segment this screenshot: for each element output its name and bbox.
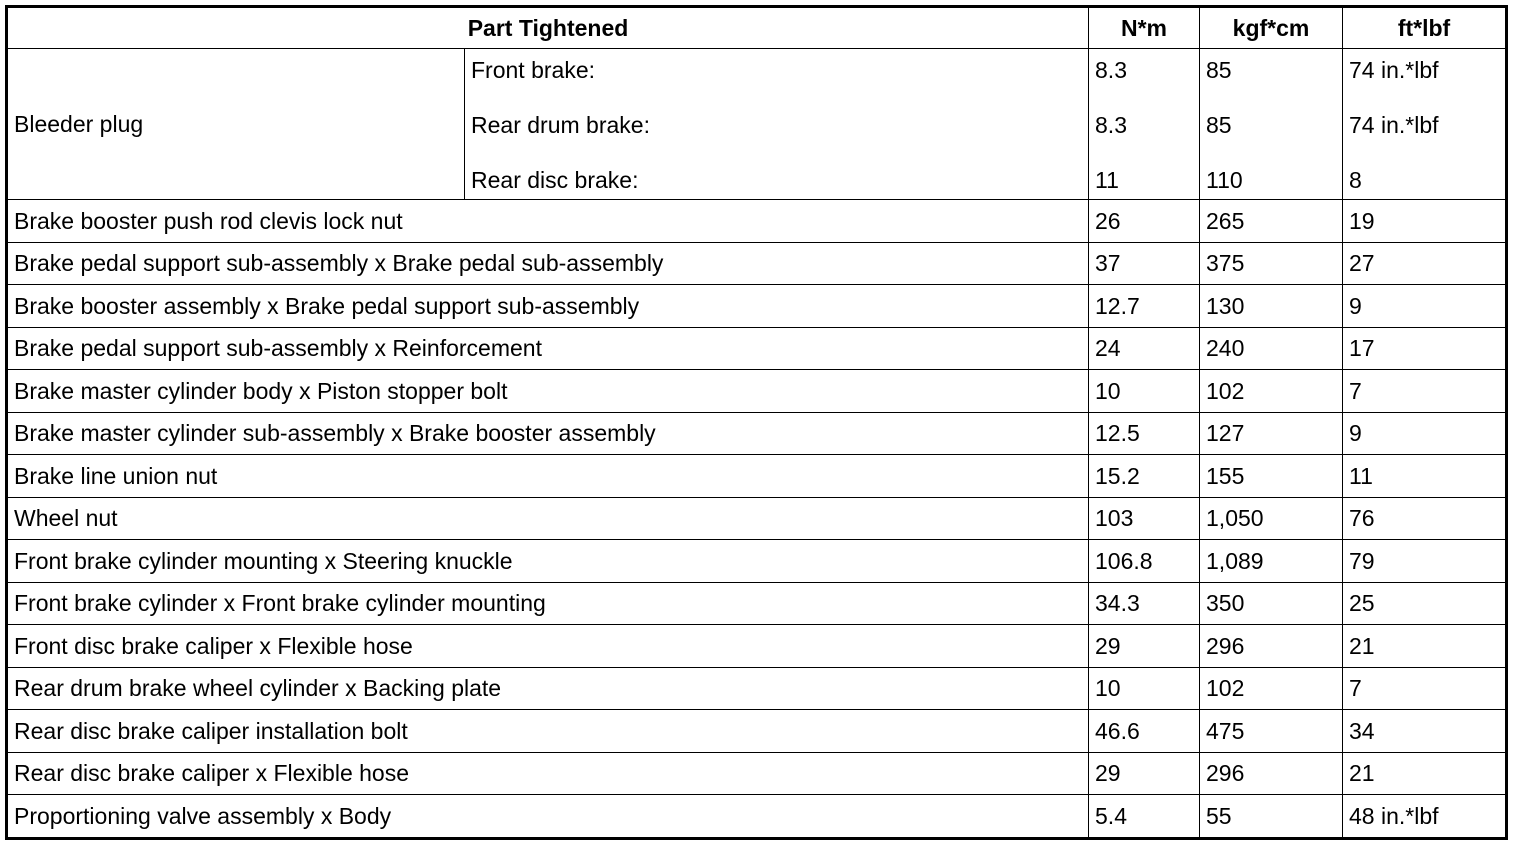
- kgfcm-cell: 130: [1200, 285, 1343, 328]
- kgfcm-value: 85: [1206, 57, 1232, 83]
- part-name-cell: Front brake cylinder x Front brake cylinder mounting: [7, 582, 1089, 625]
- ftlbf-cell: 21: [1343, 625, 1507, 668]
- kgfcm-value: 110: [1206, 167, 1243, 193]
- kgfcm-cell: 265: [1200, 200, 1343, 243]
- table-row: [7, 327, 1507, 370]
- ftlbf-cell: 48 in.*lbf: [1343, 795, 1507, 839]
- ftlbf-cell: 7: [1343, 370, 1507, 413]
- ftlbf-value: 8: [1349, 167, 1362, 193]
- nm-value: 11: [1095, 167, 1119, 193]
- kgfcm-cell: 475: [1200, 710, 1343, 753]
- table-row: [7, 752, 1507, 795]
- ftlbf-cell: 79: [1343, 540, 1507, 583]
- kgfcm-cell: 102: [1200, 370, 1343, 413]
- ftlbf-cell: 11: [1343, 455, 1507, 498]
- kgfcm-cell: 155: [1200, 455, 1343, 498]
- table-row: [7, 582, 1507, 625]
- part-name-cell: Brake booster assembly x Brake pedal support sub-assembly: [7, 285, 1089, 328]
- header-ftlbf: ft*lbf: [1343, 7, 1507, 49]
- nm-cell: 29: [1089, 752, 1200, 795]
- nm-cell: 29: [1089, 625, 1200, 668]
- ftlbf-cell: 25: [1343, 582, 1507, 625]
- kgfcm-cell: 55: [1200, 795, 1343, 839]
- ftlbf-cell: 9: [1343, 412, 1507, 455]
- part-name-cell: Bleeder plug: [7, 49, 465, 200]
- ftlbf-cell: 27: [1343, 242, 1507, 285]
- table-row: [7, 370, 1507, 413]
- nm-cell: [1089, 49, 1200, 200]
- header-row: [7, 7, 1507, 49]
- table-row: [7, 242, 1507, 285]
- table-row-bleeder-plug: [7, 49, 1507, 200]
- part-name-cell: Brake master cylinder sub-assembly x Brake booster assembly: [7, 412, 1089, 455]
- nm-cell: 10: [1089, 667, 1200, 710]
- nm-cell: 15.2: [1089, 455, 1200, 498]
- kgfcm-cell: 296: [1200, 625, 1343, 668]
- table-row: [7, 285, 1507, 328]
- table-row: [7, 497, 1507, 540]
- ftlbf-cell: 76: [1343, 497, 1507, 540]
- kgfcm-cell: [1200, 49, 1343, 200]
- part-name-cell: Brake booster push rod clevis lock nut: [7, 200, 1089, 243]
- kgfcm-cell: 127: [1200, 412, 1343, 455]
- header-part-tightened: Part Tightened: [7, 7, 1089, 49]
- nm-cell: 12.5: [1089, 412, 1200, 455]
- nm-cell: 10: [1089, 370, 1200, 413]
- kgfcm-cell: 375: [1200, 242, 1343, 285]
- nm-cell: 24: [1089, 327, 1200, 370]
- ftlbf-cell: 7: [1343, 667, 1507, 710]
- nm-cell: 106.8: [1089, 540, 1200, 583]
- kgfcm-cell: 350: [1200, 582, 1343, 625]
- part-name-cell: Brake pedal support sub-assembly x Brake pedal sub-assembly: [7, 242, 1089, 285]
- nm-value: 8.3: [1095, 57, 1127, 83]
- part-name-cell: Brake master cylinder body x Piston stopper bolt: [7, 370, 1089, 413]
- part-name-cell: Rear disc brake caliper installation bolt: [7, 710, 1089, 753]
- part-name-cell: Rear drum brake wheel cylinder x Backing plate: [7, 667, 1089, 710]
- table-row: [7, 200, 1507, 243]
- nm-cell: 46.6: [1089, 710, 1200, 753]
- nm-value: 8.3: [1095, 112, 1127, 138]
- ftlbf-cell: 19: [1343, 200, 1507, 243]
- ftlbf-cell: 21: [1343, 752, 1507, 795]
- table-row: [7, 625, 1507, 668]
- table-row: [7, 412, 1507, 455]
- nm-cell: 34.3: [1089, 582, 1200, 625]
- kgfcm-cell: 296: [1200, 752, 1343, 795]
- kgfcm-value: 85: [1206, 112, 1232, 138]
- kgfcm-cell: 240: [1200, 327, 1343, 370]
- ftlbf-cell: [1343, 49, 1507, 200]
- torque-specification-table: [5, 5, 1508, 840]
- part-name-cell: Front disc brake caliper x Flexible hose: [7, 625, 1089, 668]
- part-name-cell: Wheel nut: [7, 497, 1089, 540]
- nm-cell: 12.7: [1089, 285, 1200, 328]
- nm-cell: 103: [1089, 497, 1200, 540]
- kgfcm-cell: 1,089: [1200, 540, 1343, 583]
- table-row: [7, 795, 1507, 839]
- sub-part-front-brake: Front brake:: [471, 57, 595, 83]
- header-kgfcm: kgf*cm: [1200, 7, 1343, 49]
- part-name-cell: Front brake cylinder mounting x Steering knuckle: [7, 540, 1089, 583]
- part-name-cell: Brake pedal support sub-assembly x Reinforcement: [7, 327, 1089, 370]
- ftlbf-cell: 9: [1343, 285, 1507, 328]
- table-row: [7, 540, 1507, 583]
- nm-cell: 5.4: [1089, 795, 1200, 839]
- nm-cell: 26: [1089, 200, 1200, 243]
- ftlbf-cell: 17: [1343, 327, 1507, 370]
- nm-cell: 37: [1089, 242, 1200, 285]
- ftlbf-value: 74 in.*lbf: [1349, 112, 1439, 138]
- sub-part-rear-disc-brake: Rear disc brake:: [471, 167, 639, 193]
- part-name-cell: Rear disc brake caliper x Flexible hose: [7, 752, 1089, 795]
- table-row: [7, 667, 1507, 710]
- kgfcm-cell: 1,050: [1200, 497, 1343, 540]
- sub-part-rear-drum-brake: Rear drum brake:: [471, 112, 650, 138]
- sub-part-cell: [465, 49, 1089, 200]
- header-nm: N*m: [1089, 7, 1200, 49]
- ftlbf-value: 74 in.*lbf: [1349, 57, 1439, 83]
- part-name-cell: Brake line union nut: [7, 455, 1089, 498]
- table-row: [7, 455, 1507, 498]
- part-name-cell: Proportioning valve assembly x Body: [7, 795, 1089, 839]
- table-row: [7, 710, 1507, 753]
- ftlbf-cell: 34: [1343, 710, 1507, 753]
- kgfcm-cell: 102: [1200, 667, 1343, 710]
